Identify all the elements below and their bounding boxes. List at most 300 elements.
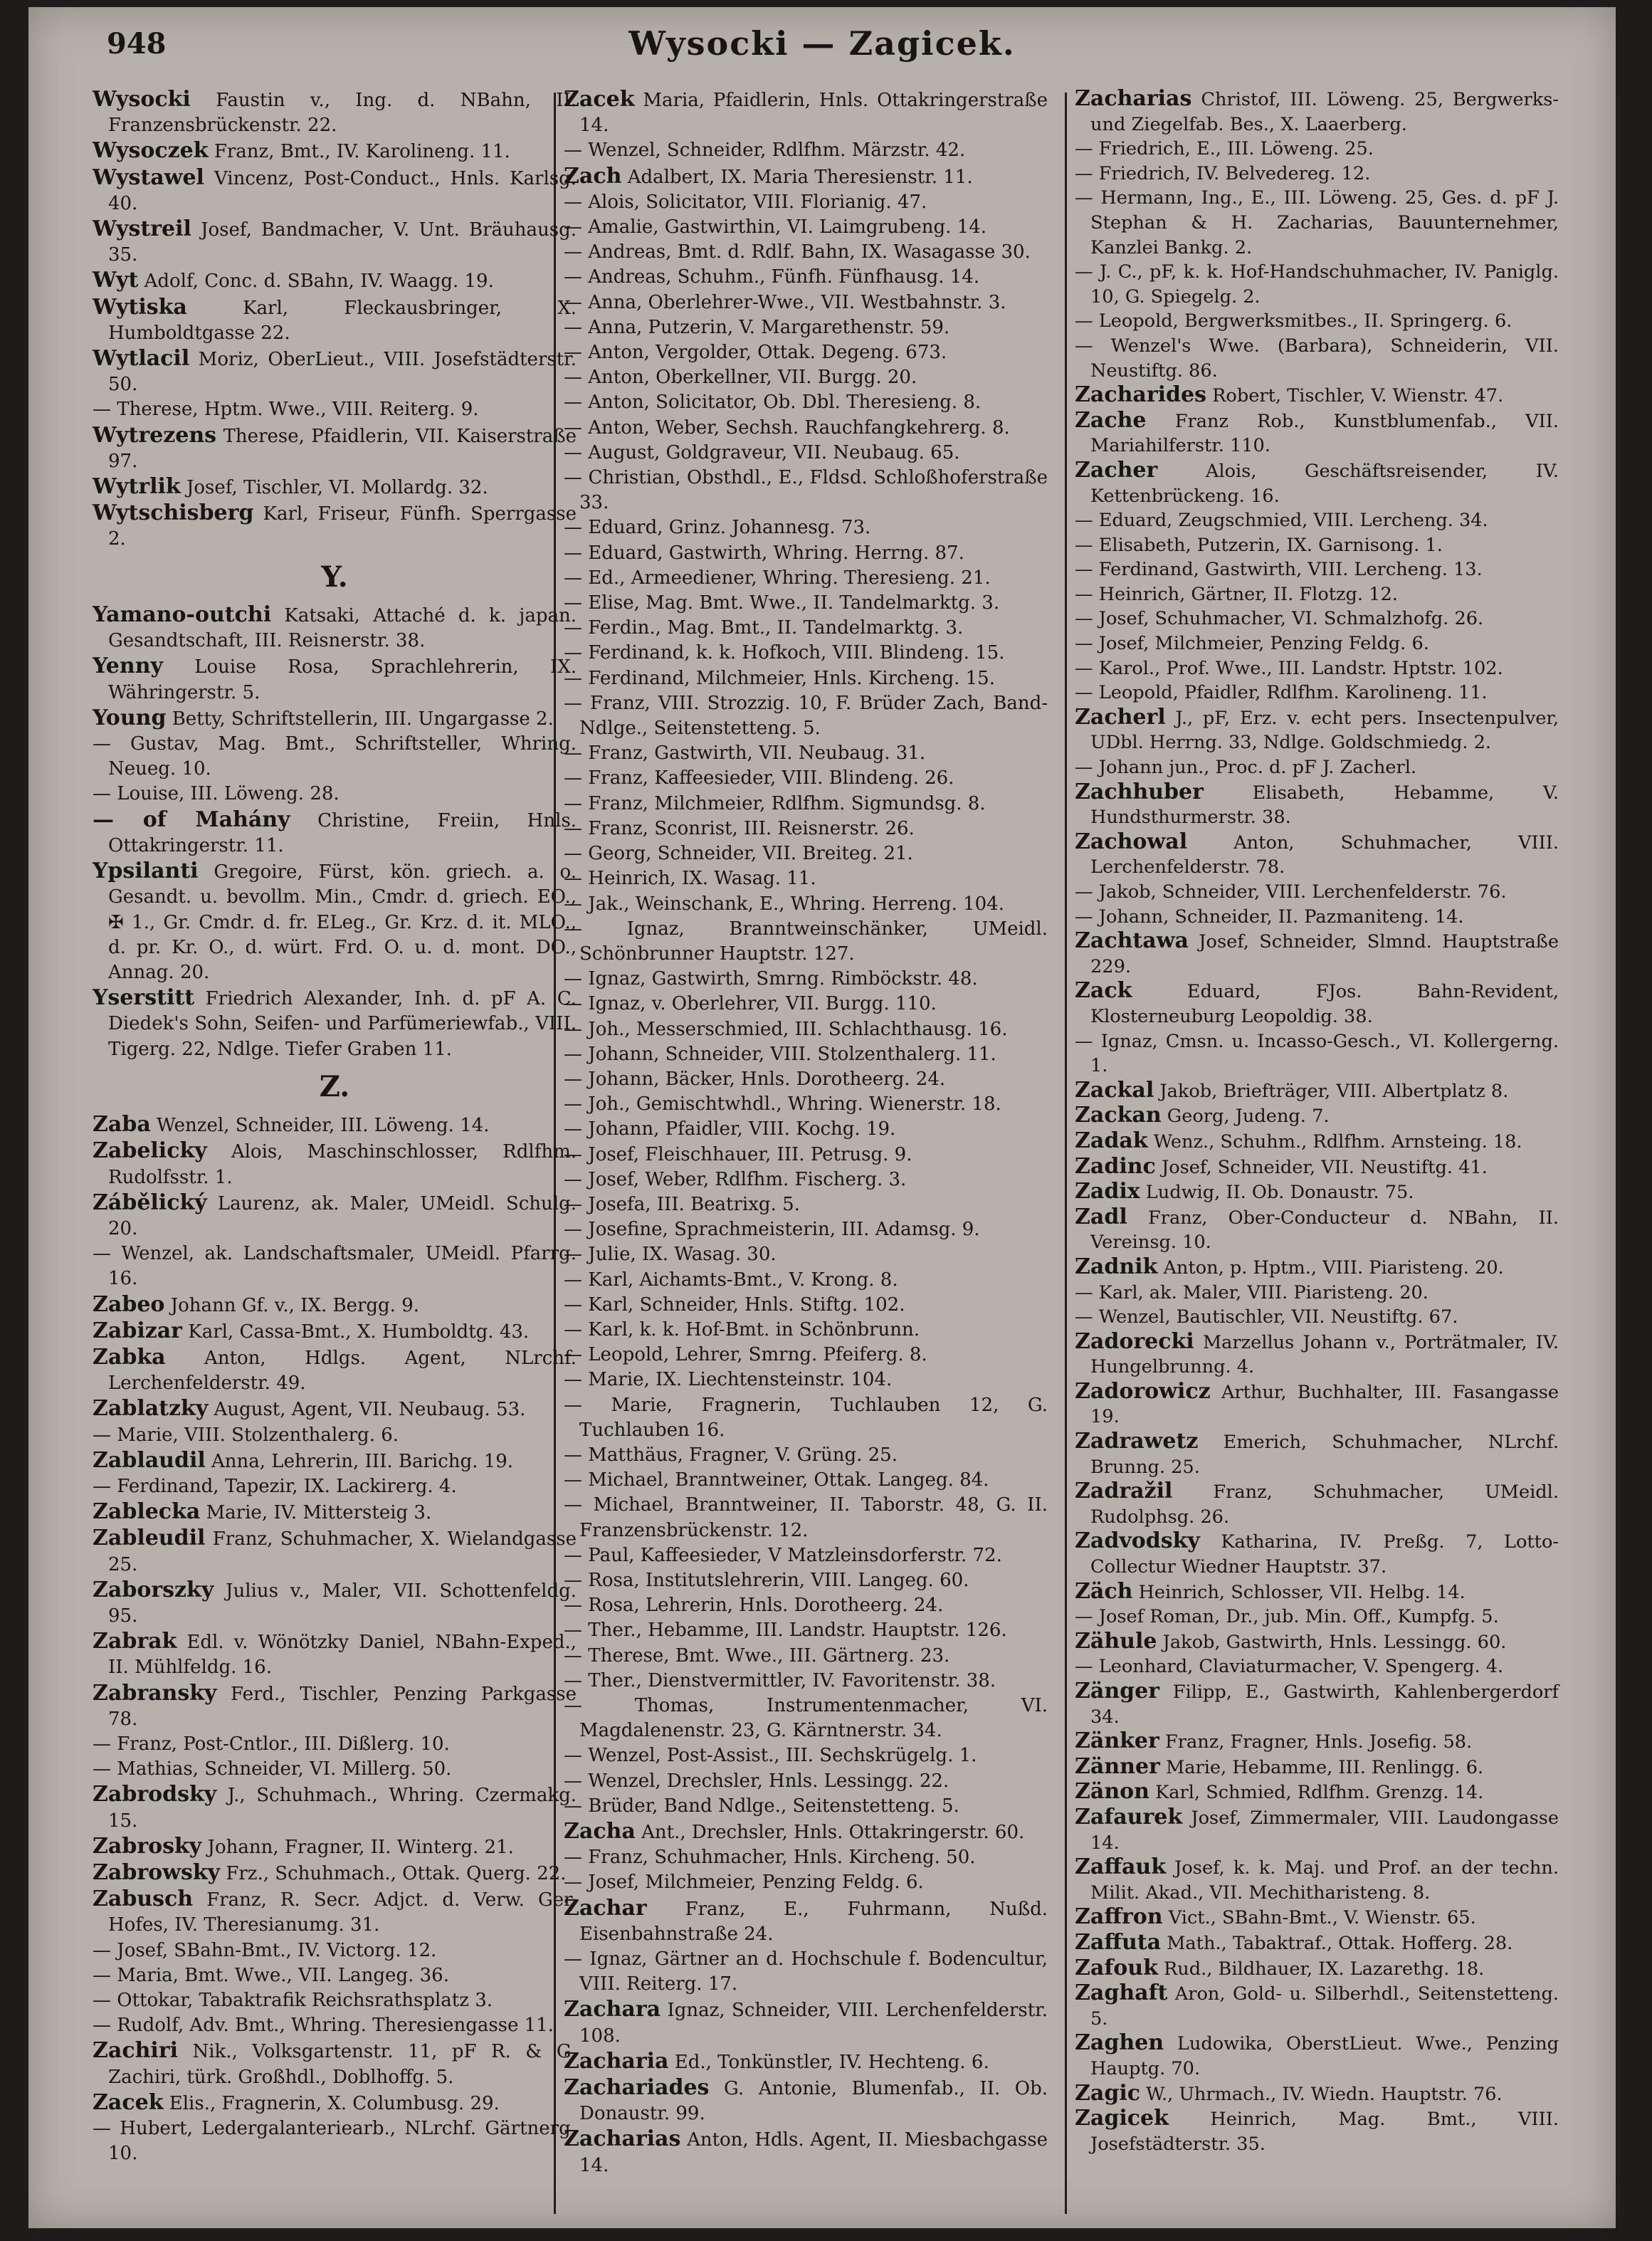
entry-details: Frz., Schuhmach., Ottak. Querg. 22. <box>226 1863 567 1885</box>
entry-details: Jakob, Briefträger, VIII. Albertplatz 8. <box>1159 1080 1509 1102</box>
directory-entry <box>1075 1205 1559 1255</box>
directory-entry <box>93 1732 577 1757</box>
directory-entry <box>93 1938 577 1963</box>
directory-entry <box>1075 1305 1559 1330</box>
entry-details: Friedrich Alexander, Inh. d. pF A. C. Diedek's Sohn, Seifen- und Parfümeriewfab., VIII. Tigerg. 22, Ndlge. Tiefer Graben 11. <box>108 988 577 1060</box>
entry-details: Heinrich, Schlosser, VII. Helbg. 14. <box>1138 1581 1466 1603</box>
entry-surname: Wytiska <box>93 294 187 320</box>
directory-entry <box>93 397 577 422</box>
entry-surname: Zadnik <box>1075 1254 1158 1279</box>
entry-surname: Zacek <box>93 2089 164 2115</box>
entry-surname: Zabransky <box>93 1680 217 1706</box>
directory-entry <box>564 866 1048 891</box>
entry-details: Alois, Geschäftsreisender, IV. Kettenbrückeng. 16. <box>1090 460 1559 507</box>
directory-entry <box>564 1343 1048 1368</box>
directory-entry <box>1075 557 1559 582</box>
section-letter: Z. <box>319 1069 350 1103</box>
entry-details: Franz, E., Fuhrmann, Nußd. Eisenbahnstraße 24. <box>579 1898 1048 1945</box>
entry-details: Moriz, OberLieut., VIII. Josefstädterstr. 50. <box>108 349 577 396</box>
directory-entry <box>564 691 1048 741</box>
entry-details: Christine, Freiin, Hnls. Ottakringerstr. 11. <box>108 809 577 856</box>
directory-entry <box>564 1167 1048 1192</box>
directory-entry <box>564 390 1048 415</box>
entry-details: — Brüder, Band Ndlge., Seitenstetteng. 5. <box>564 1795 959 1817</box>
entry-details: August, Agent, VII. Neubaug. 53. <box>214 1399 526 1421</box>
directory-entry <box>564 566 1048 591</box>
entry-surname: Yserstitt <box>93 985 195 1011</box>
directory-entry <box>1075 880 1559 905</box>
entry-details: — Julie, IX. Wasag. 30. <box>564 1244 777 1266</box>
directory-entry <box>1075 1605 1559 1629</box>
entry-surname: Zabrak <box>93 1629 177 1654</box>
directory-entry <box>1075 1931 1559 1956</box>
entry-surname: Zachariades <box>564 2075 710 2101</box>
entry-details: — Elisabeth, Putzerin, IX. Garnisong. 1. <box>1075 534 1443 556</box>
entry-surname: Wytrlik <box>93 474 181 500</box>
directory-entry <box>564 87 1048 138</box>
entry-details: — Johann, Pfaidler, VIII. Kochg. 19. <box>564 1118 896 1140</box>
entry-details: Josef, Tischler, VI. Mollardg. 32. <box>186 477 488 499</box>
entry-surname: Zabeo <box>93 1291 165 1317</box>
directory-entry <box>1075 1679 1559 1729</box>
entry-details: — Josefine, Sprachmeisterin, III. Adamsg. 9. <box>564 1219 980 1241</box>
entry-details: Rud., Bildhauer, IX. Lazarethg. 18. <box>1164 1958 1485 1980</box>
entry-surname: Zabrowsky <box>93 1860 221 1886</box>
entry-details: — Rosa, Lehrerin, Hnls. Dorotheerg. 24. <box>564 1595 944 1617</box>
entry-surname: Young <box>93 705 167 730</box>
entry-details: — Karl, Aichamts-Bmt., V. Krong. 8. <box>564 1269 898 1291</box>
directory-entry <box>1075 409 1559 458</box>
directory-entry <box>93 474 577 500</box>
entry-details: — J. C., pF, k. k. Hof-Handschuhmacher, IV. Paniglg. 10, G. Spiegelg. 2. <box>1075 261 1559 308</box>
entry-details: Maria, Pfaidlerin, Hnls. Ottakringerstraße 14. <box>579 90 1048 137</box>
directory-entry <box>564 515 1048 540</box>
entry-details: Karl, Fleckausbringer, X. Humboldtgasse 22. <box>108 297 577 344</box>
entry-details: Anton, Schuhmacher, VIII. Lerchenfelderstr. 78. <box>1090 831 1559 878</box>
directory-entry <box>1075 1905 1559 1931</box>
entry-surname: Zadorowicz <box>1075 1378 1211 1404</box>
directory-entry <box>564 1543 1048 1568</box>
entry-details: — Wenzel, ak. Landschaftsmaler, UMeidl. Pfarrg. 16. <box>93 1243 577 1290</box>
directory-entry <box>1075 1479 1559 1529</box>
directory-entry <box>564 1997 1048 2048</box>
entry-surname: Zachar <box>564 1895 647 1921</box>
directory-entry <box>1075 1729 1559 1755</box>
entry-details: — Paul, Kaffeesieder, V Matzleinsdorferstr. 72. <box>564 1544 1002 1566</box>
directory-entry <box>564 967 1048 992</box>
directory-entry <box>1075 1380 1559 1429</box>
entry-details: — Leopold, Lehrer, Smrng. Pfeiferg. 8. <box>564 1344 927 1366</box>
entry-details: — Karol., Prof. Wwe., III. Landstr. Hptstr. 102. <box>1075 657 1503 679</box>
entry-surname: Zackan <box>1075 1103 1162 1128</box>
entry-details: J., pF, Erz. v. echt pers. Insectenpulver, UDbl. Herrng. 33, Ndlge. Goldschmiedg. 2. <box>1090 707 1559 754</box>
entry-details: Karl, Schmied, Rdlfhm. Grenzg. 14. <box>1155 1782 1484 1804</box>
entry-details: W., Uhrmach., IV. Wiedn. Hauptstr. 76. <box>1146 2083 1503 2105</box>
entry-details: — Rosa, Institutslehrerin, VIII. Langeg. 60. <box>564 1569 969 1591</box>
directory-entry <box>93 2116 577 2166</box>
directory-entry <box>93 807 577 859</box>
entry-details: Arthur, Buchhalter, III. Fasangasse 19. <box>1090 1381 1559 1428</box>
directory-entry <box>93 1526 577 1577</box>
directory-entry <box>93 2090 577 2116</box>
directory-entry <box>564 466 1048 515</box>
entry-details: Aron, Gold- u. Silberhdl., Seitenstetteng. 5. <box>1090 1983 1559 2030</box>
entry-details: Franz Rob., Kunstblumenfab., VII. Mariahilferstr. 110. <box>1090 410 1559 457</box>
directory-entry <box>1075 260 1559 309</box>
entry-surname: Zacharia <box>564 2048 669 2074</box>
entry-surname: Zacharides <box>1075 382 1207 408</box>
entry-details: Vincenz, Post-Conduct., Hnls. Karlsg. 40. <box>108 167 577 214</box>
entry-details: — Amalie, Gastwirthin, VI. Laimgrubeng. 14. <box>564 216 987 238</box>
directory-entry <box>1075 607 1559 631</box>
entry-surname: Zadix <box>1075 1179 1140 1205</box>
entry-details: — Jakob, Schneider, VIII. Lerchenfelderstr. 76. <box>1075 881 1507 903</box>
directory-entry <box>564 138 1048 163</box>
entry-details: Josef, Schneider, Slmnd. Hauptstraße 229. <box>1090 931 1559 977</box>
directory-entry <box>564 892 1048 917</box>
entry-details: Anna, Lehrerin, III. Barichg. 19. <box>211 1450 514 1472</box>
page-edge-rule <box>1617 93 1620 2214</box>
entry-details: Wenz., Schuhm., Rdlfhm. Arnsteing. 18. <box>1153 1130 1522 1153</box>
directory-entry <box>564 416 1048 441</box>
entry-details: — Johann, Bäcker, Hnls. Dorotheerg. 24. <box>564 1068 946 1090</box>
entry-details: Katsaki, Attaché d. k. japan. Gesandtschaft, III. Reisnerstr. 38. <box>108 605 577 652</box>
directory-entry <box>564 1117 1048 1142</box>
directory-entry <box>1075 755 1559 780</box>
entry-details: Ant., Drechsler, Hnls. Ottakringerstr. 60. <box>641 1822 1025 1844</box>
directory-entry <box>1075 1155 1559 1180</box>
entry-details: — Wenzel, Schneider, Rdlfhm. Märzstr. 42. <box>564 140 966 162</box>
directory-entry <box>564 164 1048 190</box>
directory-entry <box>93 2013 577 2038</box>
directory-entry <box>564 190 1048 215</box>
entry-details: — Heinrich, Gärtner, II. Flotzg. 12. <box>1075 583 1398 605</box>
entry-surname: Zänon <box>1075 1779 1149 1805</box>
entry-surname: Ypsilanti <box>93 859 199 884</box>
entry-details: Alois, Maschinschlosser, Rdlfhm. Rudolfsstr. 1. <box>108 1141 577 1188</box>
entry-details: — Ignaz, Gärtner an d. Hochschule f. Bodencultur, VIII. Reiterg. 17. <box>564 1948 1048 1995</box>
directory-entry <box>564 591 1048 616</box>
directory-entry <box>93 346 577 397</box>
directory-entry <box>564 741 1048 766</box>
directory-entry <box>1075 2082 1559 2107</box>
entry-details: — Eduard, Gastwirth, Whring. Herrng. 87. <box>564 542 964 564</box>
directory-entry <box>93 1499 577 1526</box>
entry-details: — Therese, Hptm. Wwe., VIII. Reiterg. 9. <box>93 399 479 421</box>
directory-entry <box>93 1681 577 1732</box>
entry-details: — Ther., Dienstvermittler, IV. Favoritenstr. 38. <box>564 1669 996 1691</box>
entry-details: — Ferdinand, Tapezir, IX. Lackirerg. 4. <box>93 1475 457 1497</box>
directory-entry <box>564 817 1048 841</box>
entry-surname: Zachiri <box>93 2038 179 2064</box>
entry-details: — Andreas, Schuhm., Fünfh. Fünfhausg. 14. <box>564 266 980 288</box>
entry-details: Karl, Cassa-Bmt., X. Humboldtg. 43. <box>188 1321 530 1343</box>
entry-details: Gregoire, Fürst, kön. griech. a. o. Gesandt. u. bevollm. Min., Cmdr. d. griech. EO., ✠ 1., Gr. Cmdr. d. fr. ELeg., Gr. Krz. d. it. MLO., d. pr. Kr. O., d. würt. Frd. O. u. d. mont. DO., Annag. 20. <box>108 861 577 983</box>
running-head: Wysocki — Zagicek. <box>628 24 1016 63</box>
entry-details: — Josef, Fleischhauer, III. Petrusg. 9. <box>564 1143 912 1165</box>
entry-details: Georg, Judeng. 7. <box>1167 1106 1330 1128</box>
directory-entry <box>1075 1180 1559 1205</box>
directory-entry <box>1075 979 1559 1029</box>
directory-entry <box>93 1963 577 1988</box>
entry-details: — Rudolf, Adv. Bmt., Whring. Theresiengasse 11. <box>93 2015 554 2037</box>
directory-entry <box>1075 1529 1559 1579</box>
entry-surname: — of Mahány <box>93 807 290 832</box>
entry-details: Karl, Friseur, Fünfh. Sperrgasse 2. <box>108 503 577 550</box>
directory-entry <box>1075 1654 1559 1679</box>
entry-details: Christof, III. Löweng. 25, Bergwerks- und Ziegelfab. Bes., X. Laaerberg. <box>1090 89 1559 135</box>
entry-surname: Zadak <box>1075 1128 1148 1153</box>
directory-entry <box>93 1138 577 1190</box>
entry-surname: Zabka <box>93 1344 166 1370</box>
entry-details: — Josef, Weber, Rdlfhm. Fischerg. 3. <box>564 1168 907 1190</box>
directory-entry <box>564 1192 1048 1217</box>
directory-entry <box>1075 1855 1559 1905</box>
entry-surname: Zafaurek <box>1075 1804 1183 1830</box>
directory-entry <box>1075 1981 1559 2031</box>
directory-entry <box>93 782 577 807</box>
directory-entry <box>1075 137 1559 162</box>
entry-details: — Joh., Gemischtwhdl., Whring. Wienerstr. 18. <box>564 1093 1001 1116</box>
entry-details: — Johann, Schneider, VIII. Stolzenthalerg. 11. <box>564 1043 996 1065</box>
entry-details: Franz, Bmt., IV. Karolineng. 11. <box>214 141 510 163</box>
directory-entry <box>564 1393 1048 1443</box>
entry-details: — Anna, Putzerin, V. Margarethenstr. 59. <box>564 316 950 338</box>
entry-details: — Mathias, Schneider, VI. Millerg. 50. <box>93 1758 452 1780</box>
entry-details: — Friedrich, E., III. Löweng. 25. <box>1075 138 1374 160</box>
directory-entry <box>1075 508 1559 533</box>
directory-entry <box>564 1268 1048 1293</box>
directory-entry <box>564 1694 1048 1743</box>
entry-surname: Zäch <box>1075 1578 1133 1604</box>
entry-details: — Anna, Oberlehrer-Wwe., VII. Westbahnstr. 3. <box>564 291 1006 313</box>
entry-details: — Marie, IX. Liechtensteinstr. 104. <box>564 1369 893 1391</box>
entry-details: Josef, Schneider, VII. Neustiftg. 41. <box>1161 1156 1488 1178</box>
entry-details: Marie, IV. Mittersteig 3. <box>206 1502 432 1524</box>
page-header <box>28 20 1616 77</box>
directory-entry <box>93 1474 577 1499</box>
entry-details: Franz, Ober-Conducteur d. NBahn, II. Vereinsg. 10. <box>1090 1207 1559 1254</box>
entry-details: — Ferdinand, k. k. Hofkoch, VIII. Blindeng. 15. <box>564 642 1005 664</box>
directory-entry <box>564 541 1048 566</box>
entry-surname: Wystreil <box>93 216 191 242</box>
directory-entry <box>564 315 1048 340</box>
entry-details: Robert, Tischler, V. Wienstr. 47. <box>1212 385 1504 407</box>
entry-surname: Zablecka <box>93 1499 201 1525</box>
entry-details: — Wenzel, Post-Assist., III. Sechskrügelg. 1. <box>564 1745 977 1767</box>
entry-details: Ludowika, OberstLieut. Wwe., Penzing Hauptg. 70. <box>1090 2033 1559 2079</box>
entry-surname: Zachtawa <box>1075 928 1189 954</box>
entry-details: — Franz, Gastwirth, VII. Neubaug. 31. <box>564 742 926 765</box>
entry-surname: Zacha <box>564 1819 636 1844</box>
entry-surname: Zacher <box>1075 457 1158 483</box>
directory-entry <box>93 1318 577 1345</box>
entry-details: — Josef, Milchmeier, Penzing Feldg. 6. <box>564 1872 924 1894</box>
entry-details: — Wenzel's Wwe. (Barbara), Schneiderin, VII. Neustiftg. 86. <box>1075 335 1559 382</box>
page-number: 948 <box>107 27 167 61</box>
entry-surname: Zábělický <box>93 1190 207 1215</box>
entry-details: Franz, Fragner, Hnls. Josefig. 58. <box>1164 1731 1473 1753</box>
directory-entry <box>564 1593 1048 1618</box>
directory-entry <box>93 1886 577 1938</box>
directory-entry <box>564 1217 1048 1242</box>
entry-details: Math., Tabaktraf., Ottak. Hofferg. 28. <box>1167 1932 1513 1954</box>
entry-details: Ferd., Tischler, Penzing Parkgasse 78. <box>108 1683 577 1730</box>
entry-details: Adolf, Conc. d. SBahn, IV. Waagg. 19. <box>144 271 494 293</box>
directory-entry <box>1075 631 1559 656</box>
directory-entry <box>564 792 1048 817</box>
entry-details: Ludwig, II. Ob. Donaustr. 75. <box>1145 1182 1414 1204</box>
directory-entry <box>564 365 1048 390</box>
entry-details: — Eduard, Zeugschmied, VIII. Lercheng. 34. <box>1075 510 1488 532</box>
entry-details: — Andreas, Bmt. d. Rdlf. Bahn, IX. Wasagasse 30. <box>564 241 1031 263</box>
entry-details: — Franz, Kaffeesieder, VIII. Blindeng. 26. <box>564 767 954 789</box>
directory-entry <box>1075 2106 1559 2156</box>
entry-surname: Wytlacil <box>93 346 190 372</box>
directory-entry <box>1075 582 1559 607</box>
entry-details: — Marie, VIII. Stolzenthalerg. 6. <box>93 1424 399 1446</box>
entry-surname: Zaghaft <box>1075 1980 1168 2006</box>
entry-details: — Ignaz, Gastwirth, Smrng. Rimböckstr. 48. <box>564 968 978 990</box>
directory-entry <box>564 1143 1048 1167</box>
directory-entry <box>564 1743 1048 1768</box>
directory-entry <box>93 1578 577 1629</box>
entry-surname: Zack <box>1075 978 1132 1004</box>
entry-details: Josef, Bandmacher, V. Unt. Bräuhausg. 35. <box>108 219 577 266</box>
directory-entry <box>93 1423 577 1448</box>
column-1 <box>93 87 577 2166</box>
directory-entry <box>1075 1129 1559 1155</box>
directory-entry <box>1075 656 1559 681</box>
directory-entry <box>564 1042 1048 1067</box>
entry-surname: Zachara <box>564 1997 661 2022</box>
entry-details: Anton, p. Hptm., VIII. Piaristeng. 20. <box>1163 1256 1504 1279</box>
directory-entry <box>564 1794 1048 1819</box>
entry-details: Katharina, IV. Preßg. 7, Lotto-Collectur Wiedner Hauptstr. 37. <box>1090 1531 1559 1578</box>
entry-surname: Zadrawetz <box>1075 1429 1199 1454</box>
column-divider <box>1065 93 1067 2214</box>
entry-surname: Zablaudil <box>93 1447 206 1473</box>
directory-entry <box>1075 1629 1559 1655</box>
directory-entry <box>564 1293 1048 1318</box>
entry-details: Louise Rosa, Sprachlehrerin, IX. Währingerstr. 5. <box>108 656 577 703</box>
entry-surname: Wystawel <box>93 164 204 190</box>
entry-details: — Ther., Hebamme, III. Landstr. Hauptstr. 126. <box>564 1620 1007 1642</box>
entry-details: Edl. v. Wönötzky Daniel, NBahn-Exped., II. Mühlfeldg. 16. <box>108 1632 577 1679</box>
directory-entry <box>1075 1255 1559 1281</box>
entry-surname: Zacharias <box>1075 86 1192 111</box>
directory-entry <box>1075 1078 1559 1104</box>
entry-details: — Anton, Vergolder, Ottak. Degeng. 673. <box>564 342 947 364</box>
entry-details: — Karl, Schneider, Hnls. Stiftg. 102. <box>564 1293 905 1316</box>
entry-surname: Zaba <box>93 1112 151 1138</box>
entry-details: — Michael, Branntweiner, Ottak. Langeg. 84. <box>564 1469 989 1491</box>
directory-entry <box>1075 830 1559 880</box>
entry-details: Julius v., Maler, VII. Schottenfeldg. 95. <box>108 1580 577 1627</box>
directory-entry <box>1075 1755 1559 1780</box>
directory-entry <box>1075 186 1559 260</box>
entry-surname: Zagic <box>1075 2080 1140 2106</box>
entry-surname: Wytschisberg <box>93 500 254 526</box>
entry-surname: Wysoczek <box>93 138 209 164</box>
directory-entry <box>1075 681 1559 705</box>
entry-surname: Zache <box>1075 407 1147 433</box>
entry-details: Josef, k. k. Maj. und Prof. an der techn. Milit. Akad., VII. Mechitharisteng. 8. <box>1090 1857 1559 1904</box>
entry-details: Johann Gf. v., IX. Bergg. 9. <box>170 1294 420 1316</box>
entry-surname: Zachhuber <box>1075 779 1204 804</box>
directory-entry <box>564 1644 1048 1669</box>
directory-entry <box>1075 1956 1559 1982</box>
directory-entry <box>564 1845 1048 1870</box>
entry-surname: Zaborszky <box>93 1577 214 1602</box>
entry-details: — Ignaz, Branntweinschänker, UMeidl. Schönbrunner Hauptstr. 127. <box>564 918 1048 965</box>
directory-entry <box>564 1819 1048 1845</box>
directory-page <box>28 7 1616 2228</box>
entry-surname: Zabizar <box>93 1318 182 1343</box>
directory-entry <box>564 1618 1048 1643</box>
entry-surname: Yenny <box>93 654 163 679</box>
entry-details: — Marie, Fragnerin, Tuchlauben 12, G. Tuchlauben 16. <box>564 1394 1048 1441</box>
directory-entry <box>1075 705 1559 755</box>
entry-details: — Georg, Schneider, VII. Breiteg. 21. <box>564 843 913 865</box>
directory-entry <box>564 2049 1048 2075</box>
entry-details: — Josef, SBahn-Bmt., IV. Victorg. 12. <box>93 1939 437 1961</box>
directory-entry <box>564 766 1048 791</box>
entry-surname: Zach <box>564 163 622 189</box>
entry-details: — Anton, Solicitator, Ob. Dbl. Theresieng. 8. <box>564 392 982 414</box>
directory-entry <box>93 732 577 782</box>
entry-surname: Zadorecki <box>1075 1328 1194 1354</box>
directory-entry <box>564 1017 1048 1042</box>
entry-details: — Anton, Weber, Sechsh. Rauchfangkehrerg. 8. <box>564 416 1010 439</box>
entry-details: Marzellus Johann v., Porträtmaler, IV. Hungelbrunng. 4. <box>1090 1331 1559 1378</box>
entry-details: Elis., Fragnerin, X. Columbusg. 29. <box>169 2092 500 2114</box>
entry-surname: Wysocki <box>93 87 191 112</box>
entry-details: — Therese, Bmt. Wwe., III. Gärtnerg. 23. <box>564 1644 950 1667</box>
directory-entry <box>564 1092 1048 1117</box>
entry-surname: Zabrodsky <box>93 1782 217 1807</box>
entry-details: — Johann, Schneider, II. Pazmaniteng. 14. <box>1075 906 1464 928</box>
entry-details: — Karl, ak. Maler, VIII. Piaristeng. 20. <box>1075 1281 1429 1303</box>
directory-entry <box>564 1947 1048 1997</box>
directory-entry <box>1075 929 1559 979</box>
entry-surname: Yamano-outchi <box>93 602 272 628</box>
entry-details: — Eduard, Grinz. Johannesg. 73. <box>564 517 871 539</box>
directory-entry <box>93 1629 577 1680</box>
entry-surname: Zänger <box>1075 1679 1160 1704</box>
entry-surname: Zaffuta <box>1075 1929 1162 1955</box>
directory-entry <box>564 2075 1048 2126</box>
directory-entry <box>1075 780 1559 830</box>
entry-details: Franz, Schuhmacher, X. Wielandgasse 25. <box>108 1528 577 1575</box>
entry-surname: Zagicek <box>1075 2106 1169 2131</box>
entry-details: — Maria, Bmt. Wwe., VII. Langeg. 36. <box>93 1964 449 1986</box>
directory-entry <box>1075 1330 1559 1380</box>
entry-surname: Zachowal <box>1075 829 1188 854</box>
entry-details: — Anton, Oberkellner, VII. Burgg. 20. <box>564 367 917 389</box>
entry-details: — Josef, Schuhmacher, VI. Schmalzhofg. 26. <box>1075 608 1484 630</box>
directory-entry <box>93 165 577 216</box>
directory-entry <box>564 1493 1048 1543</box>
entry-surname: Zaffron <box>1075 1904 1163 1930</box>
entry-surname: Zadražil <box>1075 1479 1173 1504</box>
directory-entry <box>1075 1281 1559 1306</box>
directory-entry <box>1075 162 1559 187</box>
entry-details: — August, Goldgraveur, VII. Neubaug. 65. <box>564 441 960 463</box>
entry-details: Jakob, Gastwirth, Hnls. Lessingg. 60. <box>1162 1631 1507 1653</box>
directory-entry <box>1075 458 1559 508</box>
directory-entry <box>564 1468 1048 1493</box>
